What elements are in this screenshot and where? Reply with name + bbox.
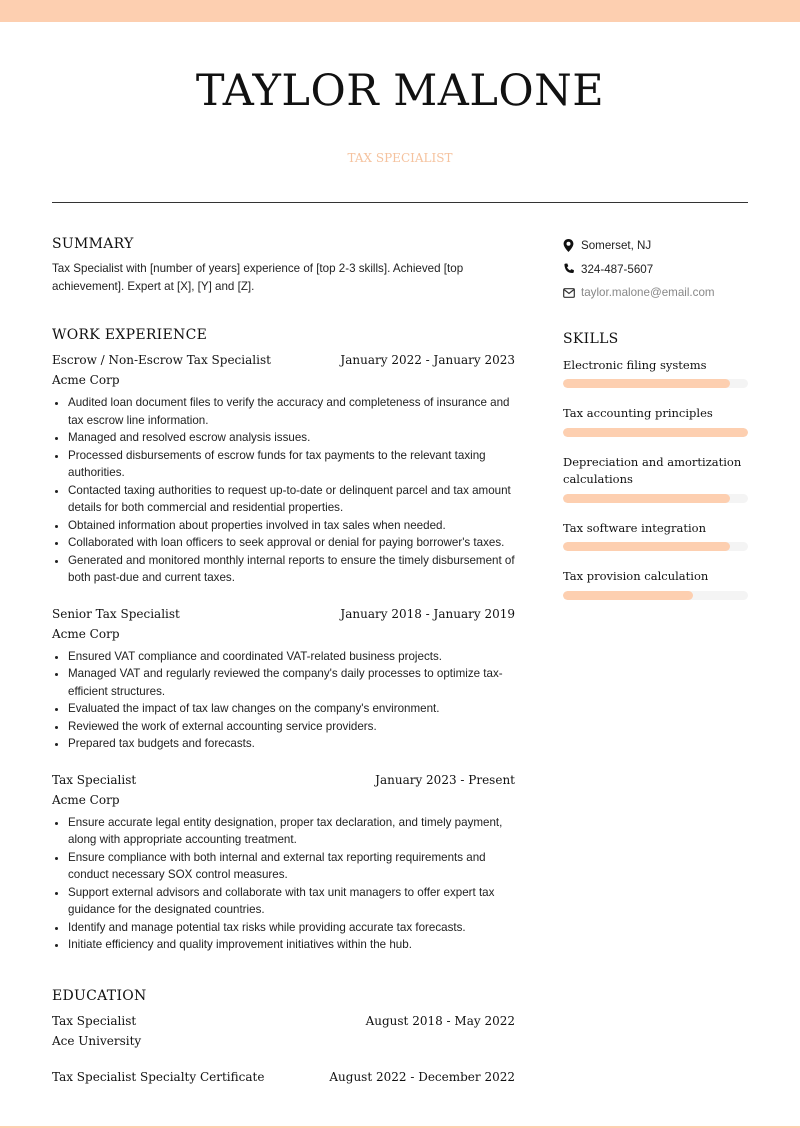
job-role: Senior Tax Specialist	[52, 606, 180, 621]
bullet-item: • Processed disbursements of escrow funds for tax payments to the relevant taxing authorities.	[68, 447, 515, 482]
skill-bar	[563, 494, 748, 503]
job-bullets	[52, 394, 515, 587]
bullet-item: • Initiate efficiency and quality improvement initiatives within the hub.	[68, 936, 515, 954]
bullet-item: • Ensure accurate legal entity designation, proper tax declaration, and timely payment, along with appropriate accounting treatment.	[68, 814, 515, 849]
education-school: Ace University	[52, 1033, 142, 1048]
envelope-icon	[563, 288, 581, 298]
education-entry	[52, 1012, 515, 1050]
job-dates: January 2018 - January 2019	[340, 606, 515, 621]
bullet-item: • Reviewed the work of external accounting service providers.	[68, 718, 515, 736]
header-divider	[52, 202, 748, 203]
education-degree: Tax Specialist Specialty Certificate	[52, 1069, 265, 1084]
skill-bar	[563, 542, 748, 551]
email-text[interactable]: taylor.malone@email.com	[581, 286, 715, 300]
skill-bar	[563, 591, 748, 600]
education-dates: August 2022 - December 2022	[329, 1069, 515, 1084]
summary-text: Tax Specialist with [number of years] experience of [top 2-3 skills]. Achieved [top achievement]. Expert at [X], [Y] and [Z].	[52, 262, 464, 293]
education-entry	[52, 1068, 515, 1086]
job-role: Tax Specialist	[52, 772, 137, 787]
bullet-item: • Support external advisors and collaborate with tax unit managers to offer expert tax guidance for the designated countries.	[68, 884, 515, 919]
job-company: Acme Corp	[52, 792, 120, 807]
contact-phone	[563, 258, 748, 282]
skill-item	[563, 357, 748, 389]
skill-item	[563, 568, 748, 600]
education-dates: August 2018 - May 2022	[365, 1013, 515, 1028]
skill-bar	[563, 379, 748, 388]
bullet-item: • Collaborated with loan officers to seek approval or denial for paying borrower's taxes.	[68, 534, 515, 552]
job-entry	[52, 605, 515, 753]
bullet-item: • Managed VAT and regularly reviewed the company's daily processes to optimize tax-efficient structures.	[68, 665, 515, 700]
skill-name: Tax provision calculation	[563, 569, 709, 583]
map-pin-icon	[563, 239, 581, 252]
skill-name: Depreciation and amortization calculations	[563, 454, 742, 486]
summary-heading: SUMMARY	[52, 236, 134, 252]
skill-name: Electronic filing systems	[563, 357, 707, 372]
bullet-item: • Ensure compliance with both internal and external tax reporting requirements and conduct necessary SOX control measures.	[68, 849, 515, 884]
skill-item	[563, 454, 748, 503]
bullet-item: • Audited loan document files to verify the accuracy and completeness of insurance and tax escrow line information.	[68, 394, 515, 429]
contact-email[interactable]	[563, 281, 748, 305]
education-heading: EDUCATION	[52, 987, 147, 1004]
bullet-item: • Prepared tax budgets and forecasts.	[68, 735, 515, 753]
main-column	[52, 236, 515, 1104]
job-company: Acme Corp	[52, 626, 120, 641]
phone-text: 324-487-5607	[581, 262, 654, 276]
location-text: Somerset, NJ	[581, 239, 652, 253]
phone-icon	[563, 263, 581, 275]
skill-item	[563, 520, 748, 552]
job-entry	[52, 351, 515, 587]
bullet-item: • Contacted taxing authorities to request up-to-date or delinquent parcel and tax amount details for both commercial and residential properties.	[68, 482, 515, 517]
job-role: Escrow / Non-Escrow Tax Specialist	[52, 353, 271, 367]
skill-name: Tax software integration	[563, 520, 706, 535]
skill-bar-fill	[563, 428, 748, 437]
bullet-item: • Evaluated the impact of tax law changes on the company's environment.	[68, 700, 515, 718]
bullet-item: • Managed and resolved escrow analysis issues.	[68, 429, 515, 447]
bullet-item: • Ensured VAT compliance and coordinated VAT-related business projects.	[68, 648, 515, 666]
sidebar-column	[563, 234, 748, 617]
job-title: TAX SPECIALIST	[347, 151, 453, 165]
bullet-item: • Obtained information about properties involved in tax sales when needed.	[68, 517, 515, 535]
job-entry	[52, 771, 515, 954]
education-section	[52, 988, 515, 1086]
experience-heading: WORK EXPERIENCE	[52, 327, 208, 343]
top-accent-bar	[0, 0, 800, 22]
skill-bar	[563, 428, 748, 437]
job-bullets	[52, 648, 515, 753]
job-bullets	[52, 814, 515, 954]
education-degree: Tax Specialist	[52, 1013, 137, 1028]
candidate-name: TAYLOR MALONE	[195, 66, 605, 116]
bullet-item: • Generated and monitored monthly internal reports to ensure the timely disbursement of both past-due and current taxes.	[68, 552, 515, 587]
skill-name: Tax accounting principles	[563, 406, 713, 420]
job-company: Acme Corp	[52, 373, 120, 387]
contact-location	[563, 234, 748, 258]
job-dates: January 2023 - Present	[375, 772, 515, 787]
skills-heading: SKILLS	[563, 330, 619, 347]
experience-section	[52, 327, 515, 954]
skill-bar-fill	[563, 542, 730, 551]
summary-section	[52, 236, 515, 295]
job-dates: January 2022 - January 2023	[340, 353, 515, 367]
bullet-item: • Identify and manage potential tax risks while providing accurate tax forecasts.	[68, 919, 515, 937]
skill-item	[563, 405, 748, 437]
skill-bar-fill	[563, 494, 730, 503]
skill-bar-fill	[563, 379, 730, 388]
skill-bar-fill	[563, 591, 693, 600]
